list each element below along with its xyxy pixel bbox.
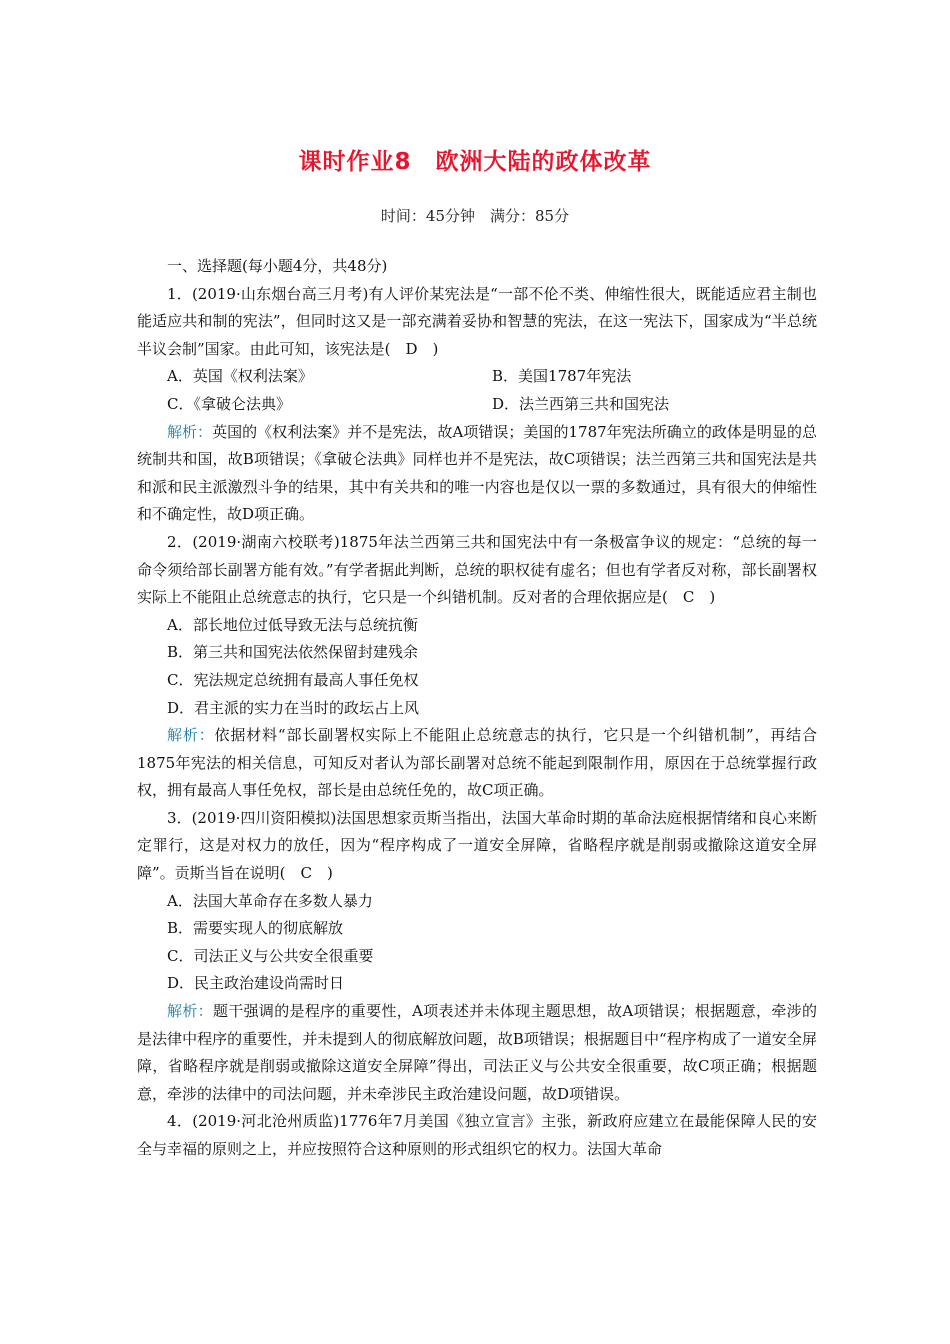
question-2-option-a: A．部长地位过低导致无法与总统抗衡 bbox=[167, 615, 418, 634]
question-1-analysis-text: 英国的《权利法案》并不是宪法，故A项错误；美国的1787年宪法所确立的政体是明显的总统制共和国，故B项错误；《拿破仑法典》同样也并不是宪法，故C项错误；法兰西第三共和国宪法是共和派和民主派激烈斗争的结果，其中有关共和的唯一内容也是仅以一票的多数通过，具有很大的伸缩性和不确定性，故D项正确。 bbox=[137, 422, 817, 524]
question-3-option-d: D．民主政治建设尚需时日 bbox=[167, 974, 345, 993]
question-1-analysis bbox=[137, 419, 817, 529]
question-4-stem: 4．(2019·河北沧州质监)1776年7月美国《独立宣言》主张，新政府应建立在最能保障人民的安全与幸福的原则之上，并应按照符合这种原则的形式组织它的权力。法国大革命 bbox=[137, 1112, 817, 1158]
analysis-label: 解析： bbox=[167, 726, 215, 745]
question-3-stem: 3．(2019·四川资阳模拟)法国思想家贡斯当指出，法国大革命时期的革命法庭根据情绪和良心来断定罪行，这是对权力的放任，因为“程序构成了一道安全屏障，省略程序就是削弱或撤除这道安全屏障”。贡斯当旨在说明( C ) bbox=[137, 808, 817, 883]
question-2-option-d: D．君主派的实力在当时的政坛占上风 bbox=[167, 698, 420, 717]
question-3-option-a: A．法国大革命存在多数人暴力 bbox=[167, 891, 373, 910]
analysis-label: 解析： bbox=[167, 422, 213, 441]
section-heading: 一、选择题(每小题4分，共48分) bbox=[167, 257, 388, 275]
question-2-option-c: C．宪法规定总统拥有最高人事任免权 bbox=[167, 670, 419, 689]
question-3-option-b: B．需要实现人的彻底解放 bbox=[167, 919, 344, 938]
question-1-options-row-1 bbox=[137, 363, 817, 391]
analysis-label: 解析： bbox=[167, 1002, 213, 1021]
question-content bbox=[137, 253, 817, 1164]
question-3-option-c: C．司法正义与公共安全很重要 bbox=[167, 946, 374, 965]
question-2-analysis-text: 依据材料“部长副署权实际上不能阻止总统意志的执行，它只是一个纠错机制”，再结合1875年宪法的相关信息，可知反对者认为部长副署对总统不能起到限制作用，原因在于总统掌握行政权，拥有最高人事任免权，部长是由总统任免的，故C项正确。 bbox=[137, 726, 817, 800]
question-1-options-row-2 bbox=[137, 391, 817, 419]
time-score-info: 时间：45分钟 满分：85分 bbox=[380, 207, 570, 225]
question-1-stem: 1．(2019·山东烟台高三月考)有人评价某宪法是“一部不伦不类、伸缩性很大，既能适应君主制也能适应共和制的宪法”，但同时这又是一部充满着妥协和智慧的宪法，在这一宪法下，国家成为“半总统半议会制”国家。由此可知，该宪法是( D ) bbox=[137, 284, 817, 358]
question-1-option-b: B．美国1787年宪法 bbox=[492, 367, 632, 386]
question-2-stem: 2．(2019·湖南六校联考)1875年法兰西第三共和国宪法中有一条极富争议的规定：“总统的每一命令须给部长副署方能有效。”有学者据此判断，总统的职权徒有虚名；但也有学者反对称，部长副署权实际上不能阻止总统意志的执行，它只是一个纠错机制。反对者的合理依据应是( C ) bbox=[137, 532, 817, 607]
question-2-option-b: B．第三共和国宪法依然保留封建残余 bbox=[167, 643, 419, 662]
question-3-analysis bbox=[137, 998, 817, 1108]
question-1-option-a: A．英国《权利法案》 bbox=[167, 367, 313, 386]
question-1-option-c: C．《拿破仑法典》 bbox=[167, 394, 291, 413]
question-2-analysis bbox=[137, 722, 817, 805]
question-3-analysis-text: 题干强调的是程序的重要性，A项表述并未体现主题思想，故A项错误；根据题意，牵涉的是法律中程序的重要性，并未提到人的彻底解放问题，故B项错误；根据题目中“程序构成了一道安全屏障，省略程序就是削弱或撤除这道安全屏障”得出，司法正义与公共安全很重要，故C项正确；根据题意，牵涉的法律中的司法问题，并未牵涉民主政治建设问题，故D项错误。 bbox=[137, 1002, 817, 1103]
page-title: 课时作业8 欧洲大陆的政体改革 bbox=[298, 149, 652, 175]
question-1-option-d: D．法兰西第三共和国宪法 bbox=[492, 394, 670, 413]
